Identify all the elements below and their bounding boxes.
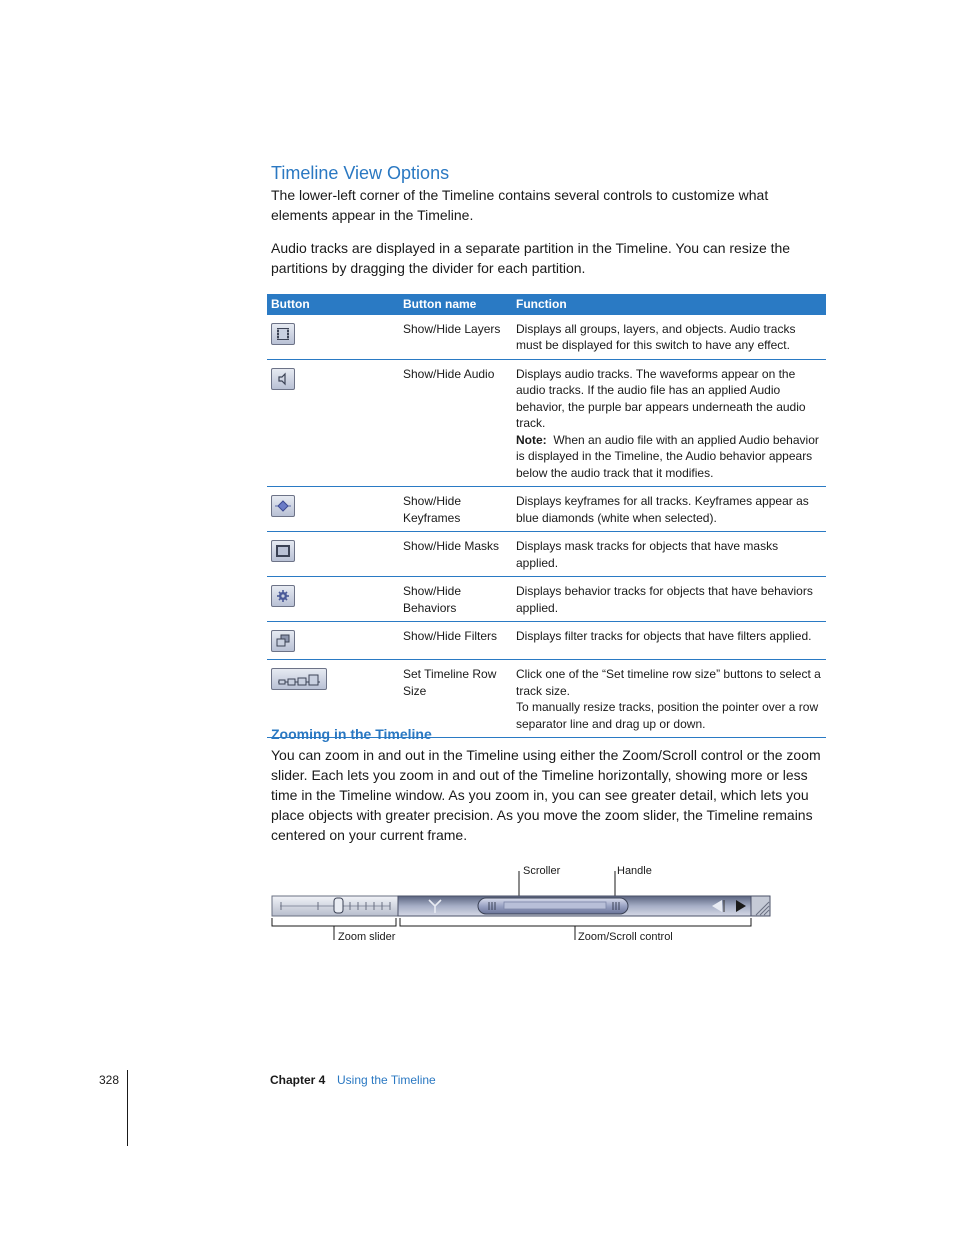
function-text: Displays mask tracks for objects that have masks applied. (516, 539, 779, 570)
row-function (512, 487, 826, 532)
row-name: Show/Hide Layers (399, 315, 512, 360)
keyframe-diamond-icon (271, 495, 295, 517)
col-header-function: Function (512, 294, 826, 315)
zoom-slider-label: Zoom slider (338, 931, 396, 943)
row-name: Show/Hide Masks (399, 532, 512, 577)
function-text: Displays filter tracks for objects that have filters applied. (516, 629, 812, 643)
row-function (512, 315, 826, 360)
chapter-label: Chapter 4 (270, 1073, 326, 1087)
row-function (512, 359, 826, 487)
note-body: When an audio file with an applied Audio behavior is displayed in the Timeline, the Audio behavior appears below the audio track that it modifies. (516, 432, 819, 480)
row-name: Show/Hide Filters (399, 622, 512, 660)
table-row (267, 577, 826, 622)
mask-icon (271, 540, 295, 562)
function-text: To manually resize tracks, position the pointer over a row separator line and drag up or down. (516, 700, 819, 731)
zoom-paragraph: You can zoom in and out in the Timeline using either the Zoom/Scroll control or the zoom slider. Each lets you zoom in and out of the Timeline horizontally, showing more or less time in the Timeline window. As you zoom in, you can see greater detail, which lets you place objects with greater precision. As you move the zoom slider, the Timeline remains centered on your current frame. (271, 747, 821, 843)
col-header-button: Button (267, 294, 399, 315)
function-text: Click one of the “Set timeline row size” buttons to select a track size. (516, 667, 821, 698)
row-function (512, 660, 826, 738)
gear-behavior-icon (271, 585, 295, 607)
zoom-scroll-bracket (400, 918, 751, 926)
function-text: Displays behavior tracks for objects that have behaviors applied. (516, 584, 813, 615)
zoom-scroll-label: Zoom/Scroll control (578, 931, 673, 943)
section-title: Timeline View Options (271, 163, 450, 183)
row-name: Show/Hide Audio (399, 359, 512, 487)
options-table (267, 294, 826, 738)
table-row (267, 487, 826, 532)
filter-icon (271, 630, 295, 652)
chapter-title-link[interactable]: Using the Timeline (337, 1073, 436, 1087)
table-row (267, 622, 826, 660)
row-size-icon (271, 668, 327, 690)
function-text: Displays keyframes for all tracks. Keyframes appear as blue diamonds (white when selected). (516, 494, 809, 525)
footer-divider (127, 1070, 128, 1146)
row-function (512, 577, 826, 622)
zoom-slider-thumb[interactable] (334, 898, 343, 913)
note-label: Note: (516, 432, 547, 447)
page-number: 328 (99, 1073, 120, 1087)
zoom-figure (0, 860, 954, 960)
row-name: Set Timeline Row Size (399, 660, 512, 738)
intro-paragraph-1: The lower-left corner of the Timeline contains several controls to customize what elements appear in the Timeline. (271, 187, 769, 223)
zoom-slider-bracket (272, 918, 396, 926)
note-text (516, 432, 822, 482)
speaker-icon (271, 368, 295, 390)
col-header-button-name: Button name (399, 294, 512, 315)
handle-label: Handle (617, 865, 652, 877)
row-name: Show/Hide Keyframes (399, 487, 512, 532)
table-row (267, 359, 826, 487)
function-text: Displays audio tracks. The waveforms appear on the audio tracks. If the audio file has an applied Audio behavior, the purple bar appears underneath the audio track. (516, 366, 806, 430)
table-header-row (267, 294, 826, 315)
intro-paragraph-2: Audio tracks are displayed in a separate partition in the Timeline. You can resize the partitions by dragging the divider for each partition. (271, 240, 791, 276)
row-name: Show/Hide Behaviors (399, 577, 512, 622)
subsection-title: Zooming in the Timeline (271, 726, 432, 742)
function-text: Displays all groups, layers, and objects. Audio tracks must be displayed for this switch to have any effect. (516, 321, 796, 352)
scroller-label: Scroller (523, 865, 561, 877)
film-layers-icon (271, 323, 295, 345)
row-function (512, 532, 826, 577)
table-row (267, 532, 826, 577)
resize-grip[interactable] (751, 896, 770, 916)
row-function (512, 622, 826, 660)
table-row (267, 315, 826, 360)
